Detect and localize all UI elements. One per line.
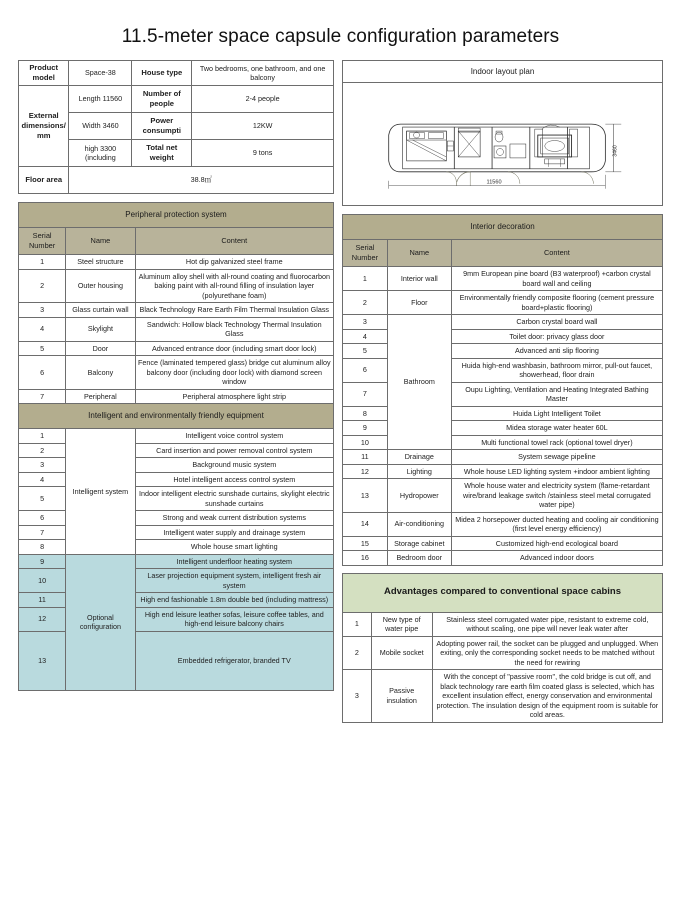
right-column xyxy=(342,60,663,723)
table-row xyxy=(343,267,663,291)
row-content: Advanced anti slip flooring xyxy=(451,344,662,359)
table-row xyxy=(19,429,334,444)
row-content: High end fashionable 1.8m double bed (including mattress) xyxy=(135,593,333,608)
row-serial: 4 xyxy=(343,329,388,344)
row-serial: 5 xyxy=(19,341,66,356)
row-serial: 11 xyxy=(19,593,66,608)
dimension-height: high 3300 (including xyxy=(69,140,132,167)
row-serial: 11 xyxy=(343,450,388,465)
section-header-advantages xyxy=(343,573,663,612)
table-row xyxy=(343,464,663,479)
left-column xyxy=(18,60,334,691)
section-title: Intelligent and environmentally friendly equipment xyxy=(19,404,334,429)
plan-width-label: 3460 xyxy=(612,145,619,157)
house-type-label: House type xyxy=(132,61,192,86)
row-name: Hydropower xyxy=(387,479,451,513)
row-content: High end leisure leather sofas, leisure coffee tables, and high-end leisure balcony chairs xyxy=(135,607,333,631)
row-content: Environmentally friendly composite flooring (cement pressure board+plastic flooring) xyxy=(451,291,662,315)
table-row xyxy=(343,536,663,551)
table-row xyxy=(19,317,334,341)
row-name: Lighting xyxy=(387,464,451,479)
row-content: Intelligent water supply and drainage system xyxy=(135,525,333,540)
table-row xyxy=(19,554,334,569)
advantages-table xyxy=(342,573,663,723)
row-serial: 7 xyxy=(343,382,388,406)
row-content: Intelligent underfloor heating system xyxy=(135,554,333,569)
row-serial: 1 xyxy=(343,612,372,636)
specification-table xyxy=(18,60,334,194)
table-row xyxy=(343,670,663,723)
row-serial: 3 xyxy=(19,303,66,318)
table-row xyxy=(19,269,334,303)
spacer xyxy=(342,566,663,573)
row-content: Background music system xyxy=(135,458,333,473)
section-title: Interior decoration xyxy=(343,215,663,240)
table-row xyxy=(19,167,334,194)
row-serial: 9 xyxy=(343,421,388,436)
weight-label: Total net weight xyxy=(132,140,192,167)
row-content: Fence (laminated tempered glass) bridge cut aluminum alloy balcony door (including door lock) with diamond screen window xyxy=(135,356,333,390)
row-content: Hotel intelligent access control system xyxy=(135,472,333,487)
row-name: Skylight xyxy=(66,317,135,341)
row-content: Carbon crystal board wall xyxy=(451,315,662,330)
number-of-people-value: 2-4 people xyxy=(192,86,334,113)
row-name: Interior wall xyxy=(387,267,451,291)
table-row xyxy=(343,551,663,566)
row-serial: 3 xyxy=(19,458,66,473)
number-of-people-label: Number of people xyxy=(132,86,192,113)
row-content: Aluminum alloy shell with all-round coating and fluorocarbon baking paint with all-round filling of insulation layer (polyurethane foam) xyxy=(135,269,333,303)
row-content: Whole house water and electricity system (flame-retardant wire/brand leakage switch /stainless steel metal corrugated water pipe) xyxy=(451,479,662,513)
row-content: Stainless steel corrugated water pipe, resistant to extreme cold, without scaling, one pipe will never leak water after xyxy=(432,612,662,636)
row-serial: 13 xyxy=(19,631,66,690)
table-row xyxy=(343,291,663,315)
row-serial: 5 xyxy=(343,344,388,359)
row-content: Intelligent voice control system xyxy=(135,429,333,444)
row-content: Midea storage water heater 60L xyxy=(451,421,662,436)
row-serial: 1 xyxy=(19,429,66,444)
row-content: Card insertion and power removal control system xyxy=(135,443,333,458)
row-serial: 2 xyxy=(19,269,66,303)
row-name: Floor xyxy=(387,291,451,315)
row-name: Air-conditioning xyxy=(387,512,451,536)
row-serial: 6 xyxy=(19,356,66,390)
row-serial: 3 xyxy=(343,315,388,330)
row-content: Black Technology Rare Earth Film Thermal Insulation Glass xyxy=(135,303,333,318)
row-serial: 4 xyxy=(19,472,66,487)
indoor-layout-plan-title: Indoor layout plan xyxy=(343,61,662,83)
row-serial: 13 xyxy=(343,479,388,513)
row-serial: 6 xyxy=(343,358,388,382)
section-title: Advantages compared to conventional space cabins xyxy=(343,573,663,612)
col-content: Content xyxy=(135,228,333,255)
table-row xyxy=(343,450,663,465)
table-row xyxy=(19,389,334,404)
row-serial: 2 xyxy=(19,443,66,458)
row-serial: 7 xyxy=(19,525,66,540)
col-name: Name xyxy=(387,240,451,267)
row-name: Balcony xyxy=(66,356,135,390)
row-serial: 14 xyxy=(343,512,388,536)
row-name: Steel structure xyxy=(66,255,135,270)
row-content: Embedded refrigerator, branded TV xyxy=(135,631,333,690)
row-content: Midea 2 horsepower ducted heating and cooling air conditioning (first level energy efficiency) xyxy=(451,512,662,536)
section-title: Peripheral protection system xyxy=(19,203,334,228)
group-name-bathroom: Bathroom xyxy=(387,315,451,450)
row-name: Outer housing xyxy=(66,269,135,303)
row-serial: 12 xyxy=(19,607,66,631)
power-value: 12KW xyxy=(192,113,334,140)
row-content: 9mm European pine board (B3 waterproof) +carbon crystal board wall and ceiling xyxy=(451,267,662,291)
group-name-optional-configuration: Optional configuration xyxy=(66,554,135,690)
row-serial: 6 xyxy=(19,511,66,526)
group-name-intelligent-system: Intelligent system xyxy=(66,429,135,555)
row-serial: 10 xyxy=(19,569,66,593)
table-row xyxy=(343,512,663,536)
row-serial: 15 xyxy=(343,536,388,551)
row-name: New type of water pipe xyxy=(371,612,432,636)
row-serial: 2 xyxy=(343,291,388,315)
table-row xyxy=(343,612,663,636)
row-content: Whole house LED lighting system +indoor ambient lighting xyxy=(451,464,662,479)
row-name: Passive insulation xyxy=(371,670,432,723)
col-serial-number: Serial Number xyxy=(343,240,388,267)
peripheral-protection-table xyxy=(18,202,334,691)
row-name: Glass curtain wall xyxy=(66,303,135,318)
row-serial: 8 xyxy=(343,406,388,421)
house-type-value: Two bedrooms, one bathroom, and one balcony xyxy=(192,61,334,86)
row-serial: 1 xyxy=(343,267,388,291)
power-label: Power consumpti xyxy=(132,113,192,140)
row-content: Advanced indoor doors xyxy=(451,551,662,566)
table-row xyxy=(19,86,334,113)
row-content: Huida Light Intelligent Toilet xyxy=(451,406,662,421)
row-content: Peripheral atmosphere light strip xyxy=(135,389,333,404)
table-row xyxy=(19,341,334,356)
table-row xyxy=(19,255,334,270)
content-columns xyxy=(0,60,681,723)
row-name: Drainage xyxy=(387,450,451,465)
section-header-peripheral xyxy=(19,203,334,228)
row-content: Hot dip galvanized steel frame xyxy=(135,255,333,270)
weight-value: 9 tons xyxy=(192,140,334,167)
dimension-width: Width 3460 xyxy=(69,113,132,140)
table-row xyxy=(19,303,334,318)
row-content: Whole house smart lighting xyxy=(135,540,333,555)
col-serial-number: Serial Number xyxy=(19,228,66,255)
row-content: Laser projection equipment system, intelligent fresh air system xyxy=(135,569,333,593)
row-content: Multi functional towel rack (optional towel dryer) xyxy=(451,435,662,450)
row-content: Customized high-end ecological board xyxy=(451,536,662,551)
section-header-interior xyxy=(343,215,663,240)
row-content: Sandwich: Hollow black Technology Thermal Insulation Glass xyxy=(135,317,333,341)
dimension-length: Length 11560 xyxy=(69,86,132,113)
row-content: Huida high-end washbasin, bathroom mirror, pull-out faucet, showerhead, floor drain xyxy=(451,358,662,382)
spacer xyxy=(342,206,663,214)
spacer xyxy=(18,194,334,202)
row-content: Adopting power rail, the socket can be plugged and unplugged. When exiting, only the corresponding socket needs to be matched without the need for rewiring xyxy=(432,636,662,670)
row-serial: 9 xyxy=(19,554,66,569)
row-serial: 3 xyxy=(343,670,372,723)
row-content: Oupu Lighting, Ventilation and Heating Integrated Bathing Master xyxy=(451,382,662,406)
floorplan-drawing xyxy=(343,83,662,205)
col-content: Content xyxy=(451,240,662,267)
col-name: Name xyxy=(66,228,135,255)
row-serial: 7 xyxy=(19,389,66,404)
row-name: Storage cabinet xyxy=(387,536,451,551)
floor-area-label: Floor area xyxy=(19,167,69,194)
table-row xyxy=(19,61,334,86)
table-row xyxy=(343,315,663,330)
table-row xyxy=(343,636,663,670)
column-header-row xyxy=(19,228,334,255)
indoor-layout-plan-panel xyxy=(342,60,663,206)
column-header-row xyxy=(343,240,663,267)
row-serial: 4 xyxy=(19,317,66,341)
section-header-intelligent xyxy=(19,404,334,429)
row-name: Door xyxy=(66,341,135,356)
table-row xyxy=(19,356,334,390)
row-serial: 12 xyxy=(343,464,388,479)
row-name: Bedroom door xyxy=(387,551,451,566)
plan-length-label: 11560 xyxy=(486,179,502,186)
row-serial: 5 xyxy=(19,487,66,511)
floorplan-svg xyxy=(343,83,662,205)
row-serial: 1 xyxy=(19,255,66,270)
row-content: Strong and weak current distribution systems xyxy=(135,511,333,526)
product-model-label: Product model xyxy=(19,61,69,86)
row-serial: 8 xyxy=(19,540,66,555)
row-serial: 2 xyxy=(343,636,372,670)
page-title: 11.5-meter space capsule configuration parameters xyxy=(121,26,560,47)
floor-area-value: 38.8㎡ xyxy=(69,167,334,194)
row-content: System sewage pipeline xyxy=(451,450,662,465)
row-name: Peripheral xyxy=(66,389,135,404)
table-row xyxy=(343,479,663,513)
row-content: With the concept of "passive room", the cold bridge is cut off, and black technology rare earth film coated glass is selected, which has excellent insulation effect, energy conservation and environmental protection. The insulation design of the equipment room is suitable for cold areas. xyxy=(432,670,662,723)
row-content: Toilet door: privacy glass door xyxy=(451,329,662,344)
product-model-value: Space-38 xyxy=(69,61,132,86)
row-content: Indoor intelligent electric sunshade curtains, skylight electric sunshade curtains xyxy=(135,487,333,511)
external-dimensions-label: External dimensions/mm xyxy=(19,86,69,167)
row-serial: 16 xyxy=(343,551,388,566)
row-content: Advanced entrance door (including smart door lock) xyxy=(135,341,333,356)
row-name: Mobile socket xyxy=(371,636,432,670)
interior-decoration-table xyxy=(342,214,663,566)
row-serial: 10 xyxy=(343,435,388,450)
